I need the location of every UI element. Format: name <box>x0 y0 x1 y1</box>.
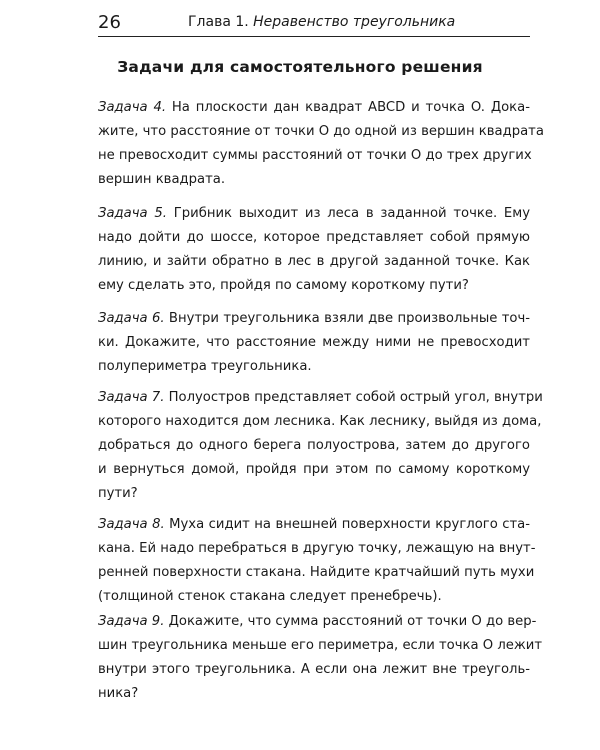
problem-line: Задача 8. Муха сидит на внешней поверхности круглого ста- <box>98 517 530 532</box>
problem-9 <box>98 610 543 706</box>
problem-line: Задача 7. Полуостров представляет собой острый угол, внутри <box>98 390 543 405</box>
problem-line: Задача 5. Грибник выходит из леса в заданной точке. Ему <box>98 206 530 221</box>
problem-line: Задача 4. На плоскости дан квадрат ABCD и точка O. Дока- <box>98 100 530 115</box>
problem-line: ему сделать это, пройдя по самому короткому пути? <box>98 278 469 293</box>
problem-line: надо дойти до шоссе, которое представляет собой прямую <box>98 230 530 245</box>
problem-7 <box>98 386 543 506</box>
chapter-label: Глава 1. <box>188 14 249 30</box>
problem-line: пути? <box>98 486 138 501</box>
problem-line: ника? <box>98 686 139 701</box>
problem-line: которого находится дом лесника. Как леснику, выйдя из дома, <box>98 414 542 429</box>
problem-line: внутри этого треугольника. А если она лежит вне треуголь- <box>98 662 530 677</box>
problem-label: Задача 4. <box>98 100 167 115</box>
page-number: 26 <box>98 12 121 33</box>
problem-line: Задача 9. Докажите, что сумма расстояний от точки O до вер- <box>98 614 537 629</box>
problem-line: линию, и зайти обратно в лес в другой заданной точке. Как <box>98 254 530 269</box>
problem-line: добраться до одного берега полуострова, затем до другого <box>98 438 530 453</box>
problem-6 <box>98 307 530 379</box>
problem-line: (толщиной стенок стакана следует пренебречь). <box>98 589 442 604</box>
problem-4 <box>98 96 544 192</box>
problem-line: кана. Ей надо перебраться в другую точку, лежащую на внут- <box>98 541 536 556</box>
running-title <box>188 14 455 30</box>
problem-line: ренней поверхности стакана. Найдите кратчайший путь мухи <box>98 565 535 580</box>
section-title: Задачи для самостоятельного решения <box>117 58 483 76</box>
problem-line: Задача 6. Внутри треугольника взяли две произвольные точ- <box>98 311 530 326</box>
problem-line: ки. Докажите, что расстояние между ними не превосходит <box>98 335 530 350</box>
problem-label: Задача 5. <box>98 206 167 221</box>
problem-line: не превосходит суммы расстояний от точки O до трех других <box>98 148 532 163</box>
problem-line: вершин квадрата. <box>98 172 226 187</box>
problem-label: Задача 7. <box>98 390 165 405</box>
problem-5 <box>98 202 530 298</box>
problem-line: полупериметра треугольника. <box>98 359 312 374</box>
problem-label: Задача 9. <box>98 614 165 629</box>
problem-label: Задача 6. <box>98 311 165 326</box>
page-header <box>98 10 530 37</box>
problem-line: шин треугольника меньше его периметра, если точка O лежит <box>98 638 543 653</box>
problem-line: жите, что расстояние от точки O до одной из вершин квадрата <box>98 124 544 139</box>
problem-line: и вернуться домой, пройдя при этом по самому короткому <box>98 462 530 477</box>
problem-8 <box>98 513 536 609</box>
chapter-title: Неравенство треугольника <box>253 14 456 30</box>
problem-label: Задача 8. <box>98 517 165 532</box>
